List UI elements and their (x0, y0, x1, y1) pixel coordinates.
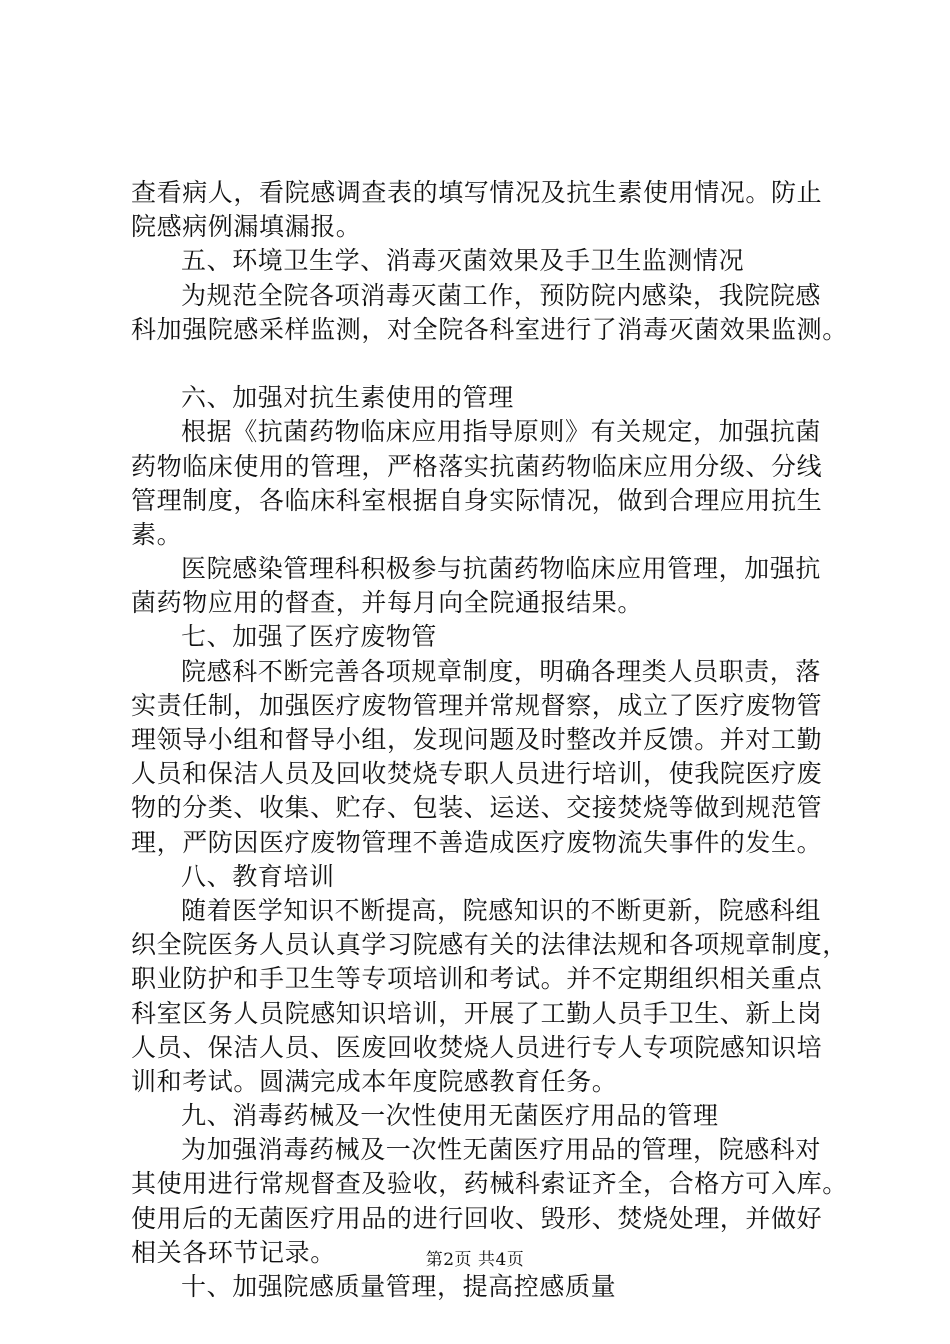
paragraph-line: 相关各环节记录。 (131, 1237, 336, 1267)
paragraph-line: 科室区务人员院感知识培训，开展了工勤人员手卫生、新上岗 (131, 998, 823, 1028)
paragraph-line: 使用后的无菌医疗用品的进行回收、毁形、焚烧处理，并做好 (131, 1203, 823, 1233)
paragraph-line: 根据《抗菌药物临床应用指导原则》有关规定，加强抗菌 (181, 417, 822, 447)
paragraph-line: 理，严防因医疗废物管理不善造成医疗废物流失事件的发生。 (131, 827, 823, 857)
paragraph-line: 人员、保洁人员、医废回收焚烧人员进行专人专项院感知识培 (131, 1032, 823, 1062)
paragraph-line: 科加强院感采样监测，对全院各科室进行了消毒灭菌效果监测。 (131, 314, 848, 344)
paragraph-line: 为加强消毒药械及一次性无菌医疗用品的管理，院感科对 (181, 1135, 822, 1165)
paragraph-line: 人员和保洁人员及回收焚烧专职人员进行培训，使我院医疗废 (131, 759, 823, 789)
document-body (131, 176, 851, 1304)
paragraph-line: 管理制度，各临床科室根据自身实际情况，做到合理应用抗生 (131, 485, 823, 515)
page-number-footer: 第2页 共4页 (425, 1250, 525, 1270)
section-heading: 七、加强了医疗废物管 (181, 622, 438, 652)
paragraph-line: 物的分类、收集、贮存、包装、运送、交接焚烧等做到规范管 (131, 793, 823, 823)
paragraph-line: 职业防护和手卫生等专项培训和考试。并不定期组织相关重点 (131, 964, 823, 994)
paragraph-line: 训和考试。圆满完成本年度院感教育任务。 (131, 1066, 618, 1096)
section-heading: 九、消毒药械及一次性使用无菌医疗用品的管理 (181, 1101, 719, 1131)
blank-line (131, 347, 851, 381)
paragraph-line: 织全院医务人员认真学习院感有关的法律法规和各项规章制度， (131, 930, 848, 960)
paragraph-line: 查看病人，看院感调查表的填写情况及抗生素使用情况。防止 (131, 178, 823, 207)
paragraph-line: 菌药物应用的督查，并每月向全院通报结果。 (131, 588, 644, 618)
section-heading: 十、加强院感质量管理，提高控感质量 (181, 1272, 617, 1301)
paragraph-line: 素。 (131, 519, 183, 549)
section-heading: 五、环境卫生学、消毒灭菌效果及手卫生监测情况 (181, 246, 745, 276)
paragraph-line: 随着医学知识不断提高，院感知识的不断更新，院感科组 (181, 895, 822, 925)
paragraph-line: 其使用进行常规督查及验收，药械科索证齐全，合格方可入库。 (131, 1169, 848, 1199)
section-heading: 八、教育培训 (181, 861, 335, 891)
section-heading: 六、加强对抗生素使用的管理 (181, 383, 514, 413)
paragraph-line: 院感病例漏填漏报。 (131, 212, 362, 242)
paragraph-line: 院感科不断完善各项规章制度，明确各理类人员职责，落 (181, 656, 822, 686)
paragraph-line: 药物临床使用的管理，严格落实抗菌药物临床应用分级、分线 (131, 451, 823, 481)
paragraph-line: 医院感染管理科积极参与抗菌药物临床应用管理，加强抗 (181, 554, 822, 584)
paragraph-line: 理领导小组和督导小组，发现问题及时整改并反馈。并对工勤 (131, 725, 823, 754)
paragraph-line: 实责任制，加强医疗废物管理并常规督察，成立了医疗废物管 (131, 690, 823, 720)
paragraph-line: 为规范全院各项消毒灭菌工作，预防院内感染，我院院感 (181, 280, 822, 310)
